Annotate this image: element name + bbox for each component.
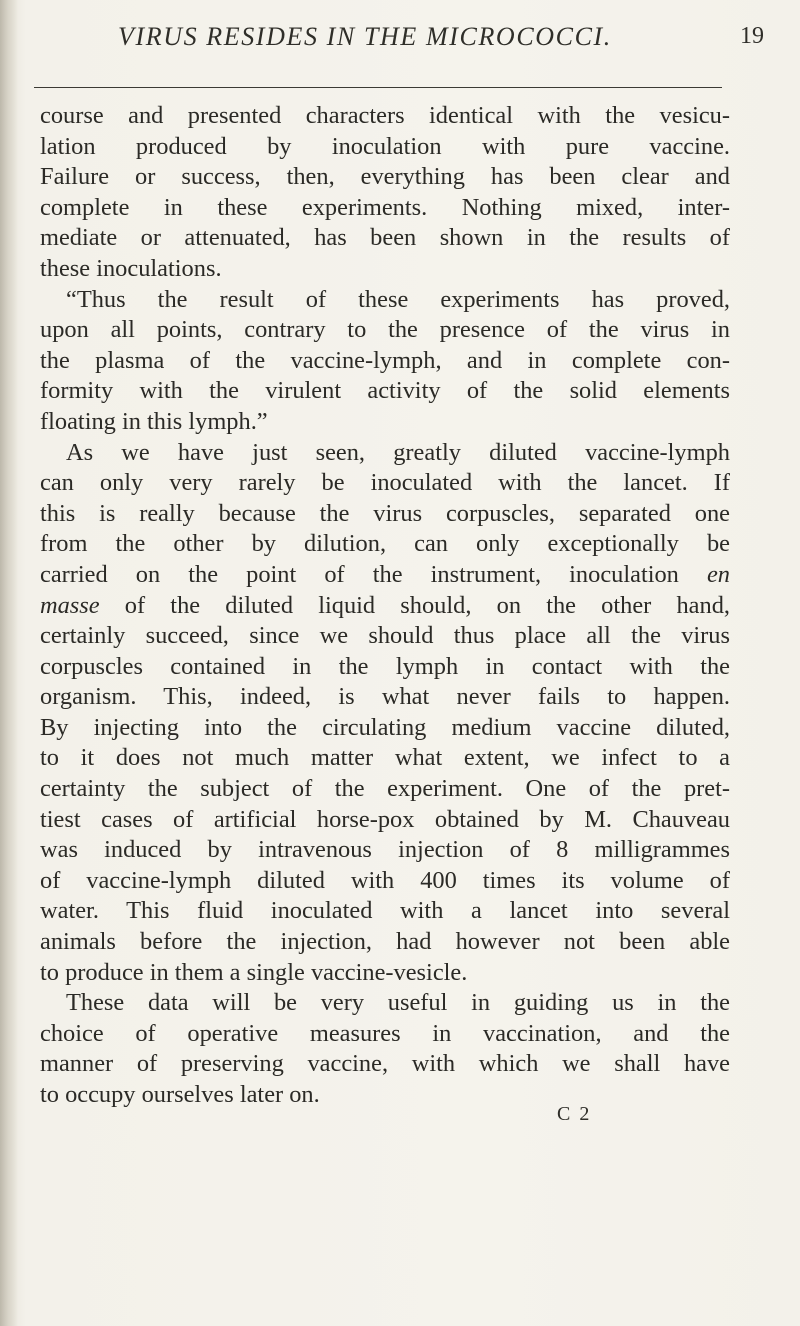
text-line: organism. This, indeed, is what never fails to happen. — [40, 683, 730, 711]
text-line: These data will be very useful in guiding us in the — [66, 989, 730, 1017]
text-line: masse of the diluted liquid should, on the other hand, — [40, 591, 730, 619]
text-line: manner of preserving vaccine, with which we shall have — [40, 1050, 730, 1078]
text-line: carried on the point of the instrument, inoculation en — [40, 560, 730, 588]
text-line: these inoculations. — [40, 254, 222, 282]
text-line: floating in this lymph.” — [40, 407, 268, 435]
text-line: of vaccine-lymph diluted with 400 times its volume of — [40, 866, 730, 894]
text-line: can only very rarely be inoculated with the lancet. If — [40, 469, 730, 497]
text-line: formity with the virulent activity of the solid elements — [40, 377, 730, 405]
text-line: As we have just seen, greatly diluted vaccine-lymph — [66, 438, 730, 466]
text-line: animals before the injection, had however not been able — [40, 928, 730, 956]
page-gutter-shadow — [0, 0, 18, 1326]
text-line: choice of operative measures in vaccination, and the — [40, 1019, 730, 1047]
text-line: By injecting into the circulating medium vaccine diluted, — [40, 713, 730, 741]
text-line: tiest cases of artificial horse-pox obtained by M. Chauveau — [40, 805, 730, 833]
text-line: from the other by dilution, can only exceptionally be — [40, 530, 730, 558]
text-line: Failure or success, then, everything has been clear and — [40, 163, 730, 191]
text-line: this is really because the virus corpuscles, separated one — [40, 499, 730, 527]
text-line: corpuscles contained in the lymph in contact with the — [40, 652, 730, 680]
text-line: “Thus the result of these experiments has proved, — [66, 285, 730, 313]
signature-mark: C 2 — [557, 1103, 592, 1125]
running-title: VIRUS RESIDES IN THE MICROCOCCI. — [118, 22, 612, 51]
text-line: water. This fluid inoculated with a lancet into several — [40, 897, 730, 925]
text-line: lation produced by inoculation with pure vaccine. — [40, 132, 730, 160]
running-head — [118, 18, 764, 58]
text-line: complete in these experiments. Nothing mixed, inter- — [40, 193, 730, 221]
text-line: certainly succeed, since we should thus place all the virus — [40, 622, 730, 650]
text-line: mediate or attenuated, has been shown in the results of — [40, 224, 730, 252]
text-line: the plasma of the vaccine-lymph, and in complete con- — [40, 346, 730, 374]
text-line: to it does not much matter what extent, we infect to a — [40, 744, 730, 772]
page-number: 19 — [740, 23, 764, 49]
text-line: certainty the subject of the experiment. One of the pret- — [40, 775, 730, 803]
header-rule — [34, 87, 722, 88]
body-text — [40, 101, 730, 1111]
text-line: to occupy ourselves later on. — [40, 1081, 320, 1108]
text-line: was induced by intravenous injection of 8 milligrammes — [40, 836, 730, 864]
text-line: course and presented characters identical with the vesicu- — [40, 102, 730, 129]
text-line: upon all points, contrary to the presence of the virus in — [40, 316, 730, 344]
text-line: to produce in them a single vaccine-vesicle. — [40, 958, 468, 986]
